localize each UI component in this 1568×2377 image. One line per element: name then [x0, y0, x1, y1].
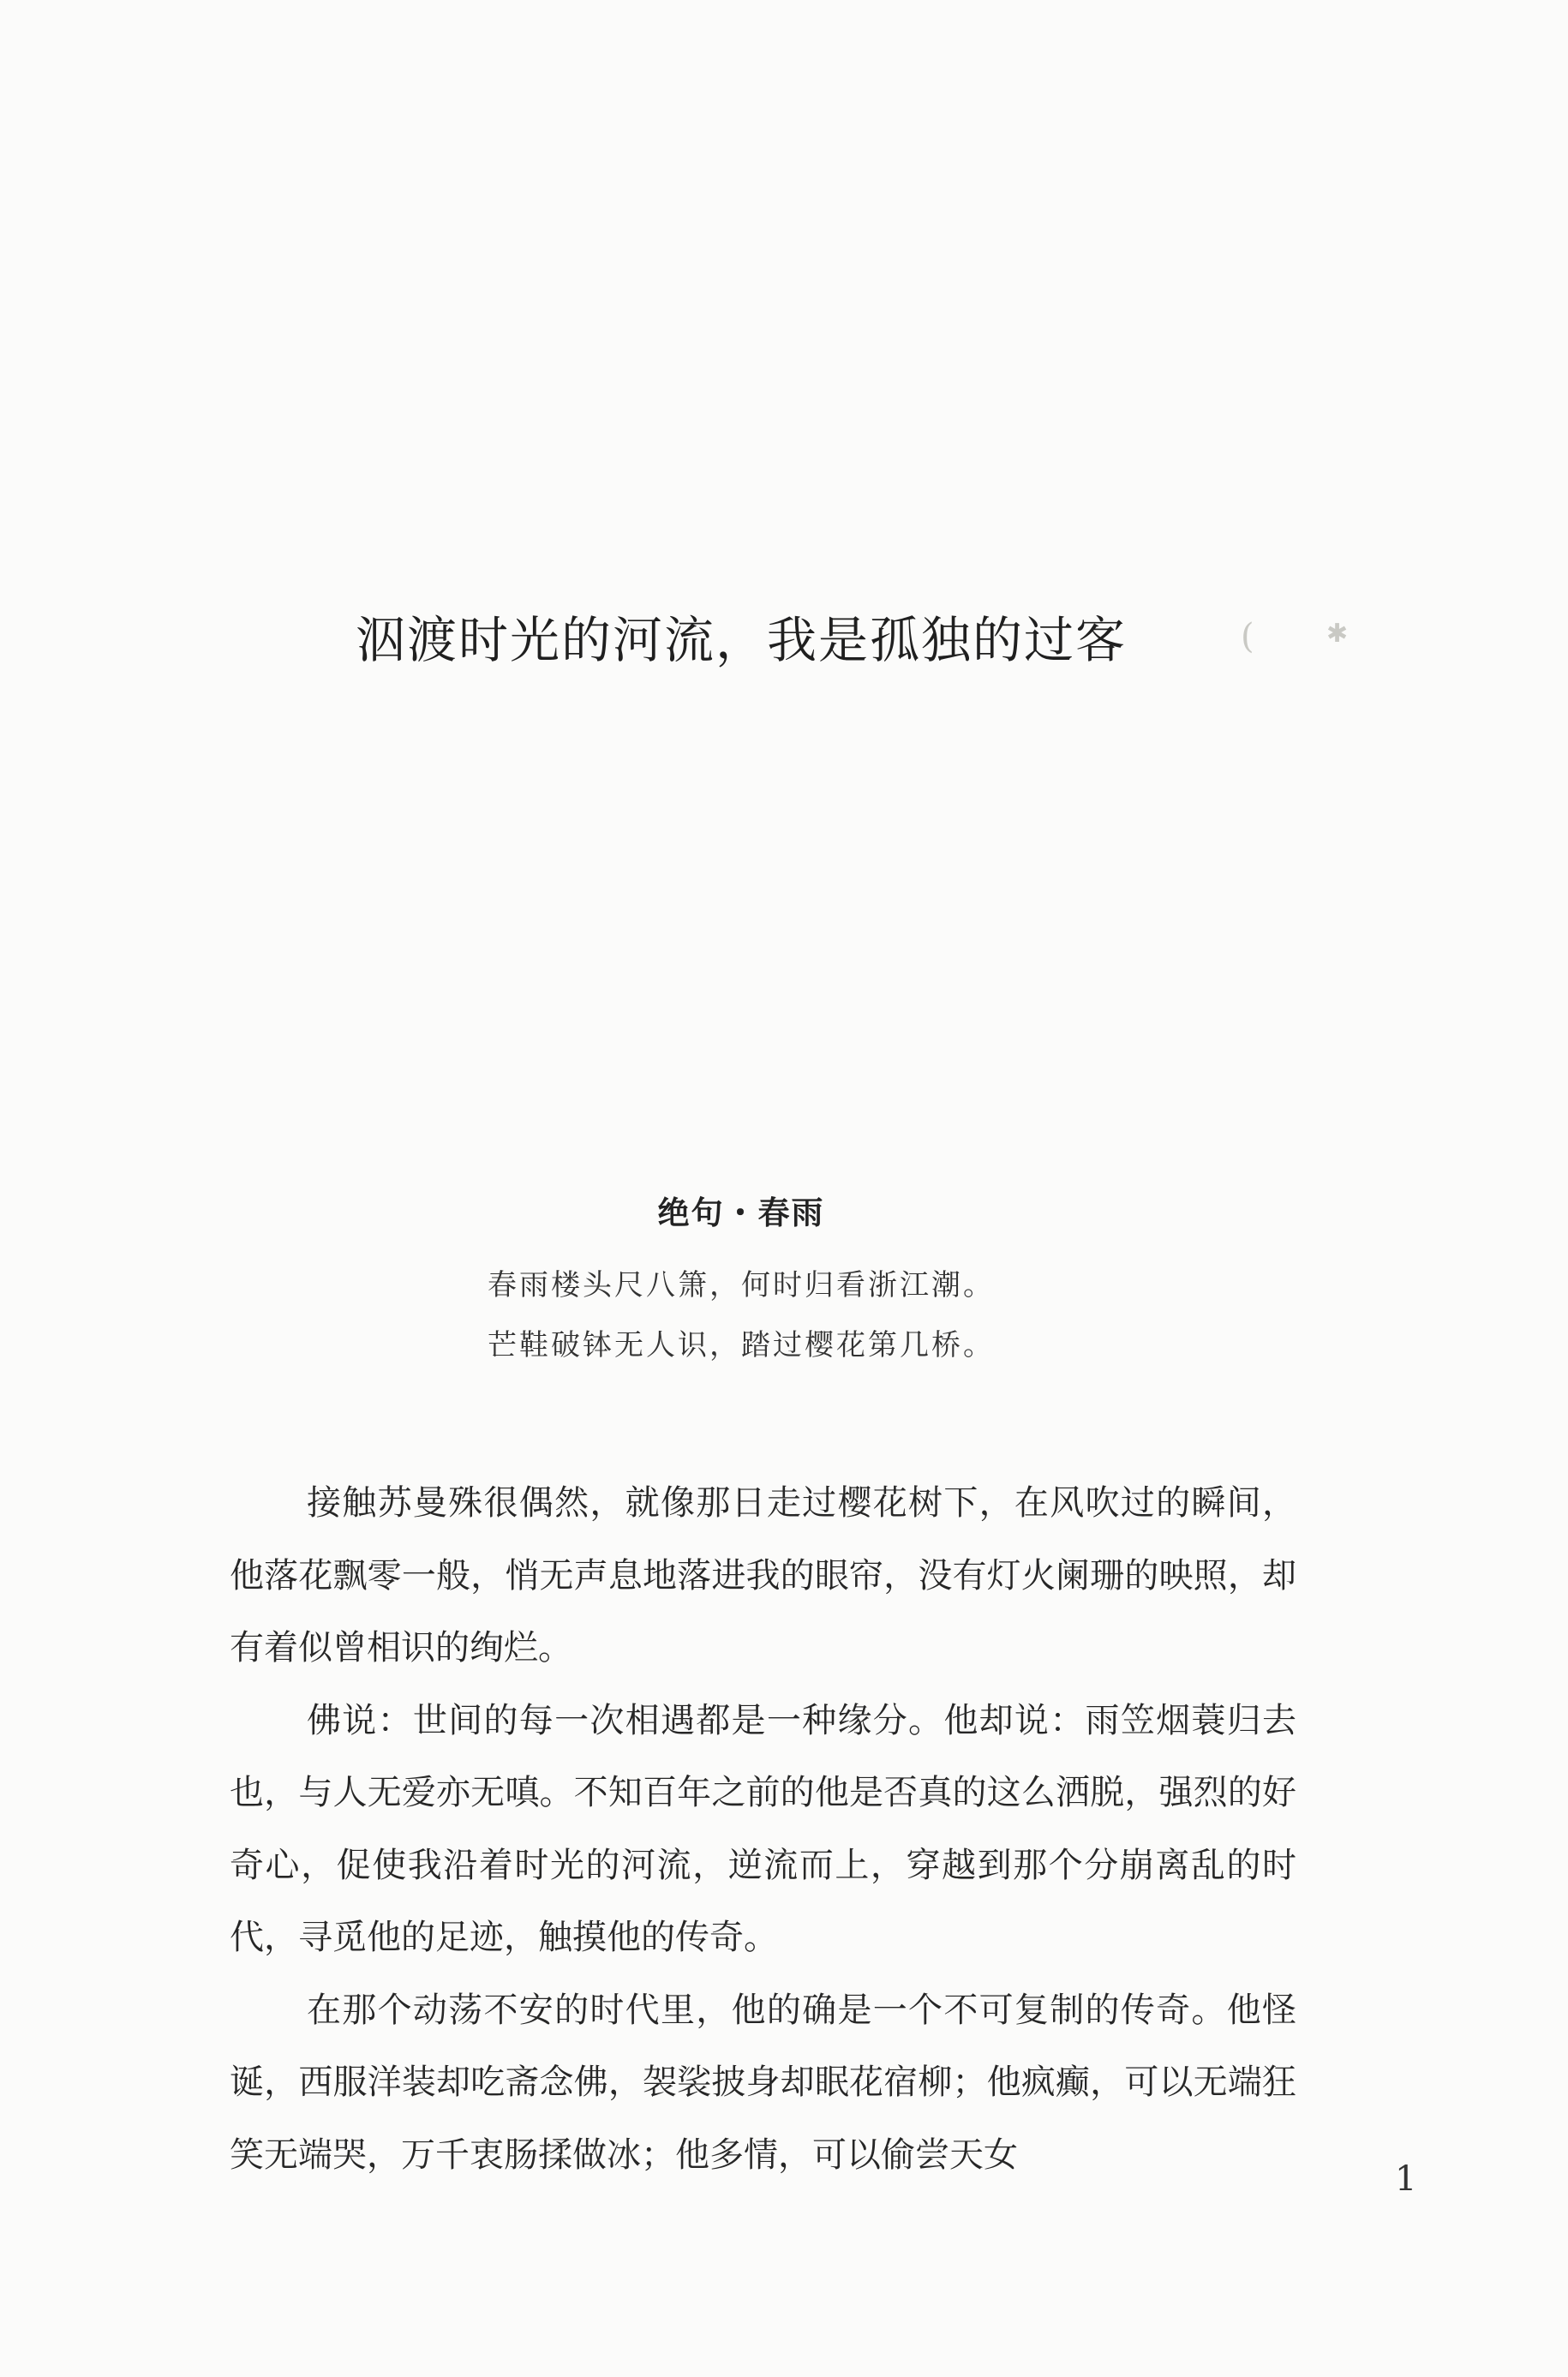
chapter-title: 泅渡时光的河流，我是孤独的过客 [355, 611, 1127, 669]
poem-line: 芒鞋破钵无人识，踏过樱花第几桥。 [488, 1328, 995, 1362]
paragraph: 在那个动荡不安的时代里，他的确是一个不可复制的传奇。他怪诞，西服洋装却吃斋念佛，袈裟披身却眠花宿柳；他疯癫，可以无端狂笑无端哭，万千衷肠揉做冰；他多情，可以偷尝天女 [230, 1990, 1296, 2175]
paragraph: 接触苏曼殊很偶然，就像那日走过樱花树下，在风吹过的瞬间，他落花飘零一般，悄无声息地落进我的眼帘，没有灯火阑珊的映照，却有着似曾相识的绚烂。 [230, 1483, 1296, 1667]
poem-line: 春雨楼头尺八箫，何时归看浙江潮。 [488, 1268, 995, 1302]
page-number: 1 [1395, 2159, 1417, 2199]
poem [0, 1187, 1482, 1375]
poem-title: 绝句・春雨 [657, 1194, 825, 1231]
paragraph: 佛说：世间的每一次相遇都是一种缘分。他却说：雨笠烟蓑归去也，与人无爱亦无嗔。不知百年之前的他是否真的这么洒脱，强烈的好奇心，促使我沿着时光的河流，逆流而上，穿越到那个分崩离乱的时代，寻觅他的足迹，触摸他的传奇。 [230, 1700, 1296, 1957]
body-text [230, 1467, 1296, 2191]
paper-speck: ✱ [1326, 619, 1349, 649]
paper-speck: ( [1241, 617, 1254, 656]
